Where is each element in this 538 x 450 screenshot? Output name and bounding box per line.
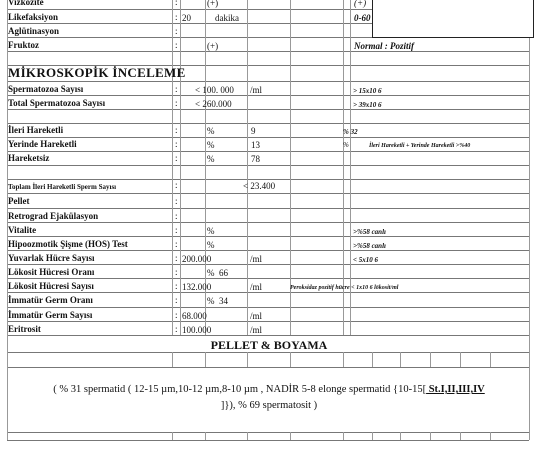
- pellet-staining-title: PELLET & BOYAMA: [210, 338, 328, 352]
- grid-vline: [290, 352, 291, 367]
- grid-hline: [7, 250, 529, 251]
- hos-label: Hipoozmotik Şişme (HOS) Test: [8, 239, 128, 249]
- grid-vline: [247, 352, 248, 367]
- round-cell-colon: :: [175, 253, 178, 263]
- sperm-count-value: < 100. 000: [195, 85, 234, 95]
- progressive-label: İleri Hareketli: [8, 125, 64, 135]
- vitality-label: Vitalite: [8, 225, 37, 235]
- immature-germ-ratio-label: İmmatür Germ Oranı: [8, 295, 93, 305]
- section-title: MİKROSKOPİK İNCELEME: [8, 65, 186, 80]
- grid-vline: [205, 352, 206, 367]
- total-progressive-label: Toplam İleri Hareketli Sperm Sayısı: [8, 183, 117, 191]
- grid-hline: [7, 321, 529, 322]
- immature-germ-count-value: 68.000: [182, 311, 207, 321]
- grid-hline: [7, 278, 529, 279]
- likefaksiyon-value: 20: [182, 13, 191, 23]
- grid-hline: [7, 137, 529, 138]
- immature-germ-ratio-pct: %: [207, 296, 215, 306]
- erythrocyte-value: 100.000: [182, 325, 212, 335]
- grid-hline: [7, 335, 529, 336]
- grid-vline: [172, 352, 173, 367]
- fruktoz-value: (+): [207, 41, 219, 51]
- grid-hline: [7, 123, 529, 124]
- grid-vline: [372, 432, 373, 440]
- nonprogressive-value: 13: [251, 140, 260, 150]
- nonprogressive-ref-pct: %: [343, 141, 349, 149]
- grid-vline: [247, 0, 248, 335]
- grid-vline: [400, 432, 401, 440]
- vizkozite-value: (+): [207, 0, 219, 8]
- round-cell-unit: /ml: [250, 254, 263, 264]
- fruktoz-ref: Normal : Pozitif: [354, 41, 414, 51]
- grid-vline: [172, 432, 173, 440]
- aglutinasyon-colon: :: [175, 26, 178, 36]
- grid-hline: [7, 292, 529, 293]
- hos-colon: :: [175, 239, 178, 249]
- sperm-count-label: Spermatozoa Sayısı: [8, 84, 84, 94]
- pellet-note-text-a: ( % 31 spermatid ( 12-15 µm,10-12 µm,8-10 µm , NADİR 5-8 elonge spermatid {10-15[: [53, 384, 427, 395]
- leukocyte-count-ref: Peroksidaz pozitif hücre < 1x10 6 lökosit/ml: [290, 285, 399, 291]
- progressive-colon: :: [175, 125, 178, 135]
- pellet-note-line2: ]}), % 69 spermatosit ): [220, 400, 318, 411]
- grid-vline: [490, 352, 491, 367]
- likefaksiyon-ref: 0-60: [354, 13, 371, 23]
- total-sperm-ref: > 39x10 6: [353, 101, 382, 109]
- leukocyte-ratio-pct: %: [207, 268, 215, 278]
- grid-vline: [247, 432, 248, 440]
- immature-germ-count-colon: :: [175, 310, 178, 320]
- grid-vline: [290, 432, 291, 440]
- vitality-colon: :: [175, 225, 178, 235]
- progressive-ref: % 32: [343, 128, 358, 136]
- grid-hline: [7, 95, 529, 96]
- leukocyte-ratio-label: Lökosit Hücresi Oranı: [8, 267, 95, 277]
- grid-vline: [400, 352, 401, 367]
- leukocyte-count-unit: /ml: [250, 282, 263, 292]
- nonprogressive-label: Yerinde Hareketli: [8, 139, 77, 149]
- pellet-note-stages: St.I,II,III,IV: [426, 384, 485, 395]
- nonprogressive-colon: :: [175, 139, 178, 149]
- grid-vline: [180, 0, 181, 335]
- grid-vline: [430, 352, 431, 367]
- fruktoz-colon: :: [175, 40, 178, 50]
- total-sperm-label: Total Spermatozoa Sayısı: [8, 98, 106, 108]
- round-cell-ref: < 5x10 6: [353, 256, 378, 264]
- grid-hline: [7, 81, 529, 82]
- immotile-pct: %: [207, 154, 215, 164]
- grid-vline: [490, 432, 491, 440]
- likefaksiyon-label: Likefaksiyon: [8, 12, 59, 22]
- immotile-label: Hareketsiz: [8, 153, 50, 163]
- pellet-colon: :: [175, 196, 178, 206]
- leukocyte-count-value: 132.000: [182, 282, 212, 292]
- fruktoz-label: Fruktoz: [8, 40, 39, 50]
- vitality-pct: %: [207, 226, 215, 236]
- likefaksiyon-colon: :: [175, 12, 178, 22]
- retrograde-label: Retrograd Ejakülasyon: [8, 211, 99, 221]
- round-cell-value: 200.000: [182, 254, 212, 264]
- grid-hline: [7, 367, 529, 368]
- leukocyte-count-colon: :: [175, 281, 178, 291]
- grid-vline: [172, 0, 173, 335]
- immature-germ-ratio-value: 34: [219, 296, 228, 306]
- grid-vline: [343, 432, 344, 440]
- vizkozite-ref: (+): [354, 0, 367, 8]
- leukocyte-ratio-value: 66: [219, 268, 228, 278]
- grid-hline: [7, 179, 529, 180]
- erythrocyte-unit: /ml: [250, 325, 263, 335]
- total-progressive-colon: :: [175, 180, 178, 190]
- progressive-value: 9: [251, 126, 256, 136]
- erythrocyte-label: Eritrosit: [8, 324, 41, 334]
- grid-hline: [7, 208, 529, 209]
- grid-hline: [7, 222, 529, 223]
- total-sperm-value: < 260.000: [195, 99, 232, 109]
- hos-pct: %: [207, 240, 215, 250]
- grid-hline: [7, 307, 529, 308]
- grid-vline: [430, 432, 431, 440]
- nonprogressive-ref: İleri Hareketli + Yerinde Hareketli >%40: [369, 143, 471, 149]
- grid-hline: [7, 352, 529, 353]
- total-progressive-value: < 23.400: [243, 181, 276, 191]
- grid-vline: [343, 352, 344, 367]
- grid-vline: [460, 432, 461, 440]
- leukocyte-count-label: Lökosit Hücresi Sayısı: [8, 281, 94, 291]
- total-sperm-colon: :: [175, 98, 178, 108]
- vizkozite-colon: :: [175, 0, 178, 7]
- sperm-count-ref: > 15x10 6: [353, 87, 382, 95]
- grid-hline: [7, 264, 529, 265]
- grid-hline: [7, 51, 529, 52]
- grid-vline: [529, 37, 530, 440]
- immature-germ-ratio-colon: :: [175, 295, 178, 305]
- immotile-colon: :: [175, 153, 178, 163]
- immature-germ-count-unit: /ml: [250, 311, 263, 321]
- grid-hline: [7, 109, 529, 110]
- grid-hline: [7, 165, 529, 166]
- pellet-note-line1: [0, 383, 538, 396]
- grid-hline: [7, 440, 529, 441]
- immotile-value: 78: [251, 154, 260, 164]
- grid-hline: [7, 193, 529, 194]
- retrograde-colon: :: [175, 211, 178, 221]
- grid-hline: [7, 432, 529, 433]
- sperm-count-unit: /ml: [250, 85, 263, 95]
- grid-vline: [205, 432, 206, 440]
- erythrocyte-colon: :: [175, 324, 178, 334]
- grid-hline: [7, 236, 529, 237]
- grid-vline: [372, 352, 373, 367]
- round-cell-label: Yuvarlak Hücre Sayısı: [8, 253, 95, 263]
- immature-germ-count-label: İmmatür Germ Sayısı: [8, 310, 93, 320]
- grid-vline: [460, 352, 461, 367]
- sperm-count-colon: :: [175, 84, 178, 94]
- leukocyte-ratio-colon: :: [175, 267, 178, 277]
- aglutinasyon-label: Aglütinasyon: [8, 26, 60, 36]
- pellet-label: Pellet: [8, 196, 30, 206]
- vizkozite-label: Vizkozite: [8, 0, 44, 7]
- nonprogressive-pct: %: [207, 140, 215, 150]
- top-right-box: [372, 0, 534, 38]
- vitality-ref: >%58 canlı: [353, 228, 386, 236]
- likefaksiyon-unit: dakika: [215, 13, 239, 23]
- hos-ref: >%58 canlı: [353, 242, 386, 250]
- progressive-pct: %: [207, 126, 215, 136]
